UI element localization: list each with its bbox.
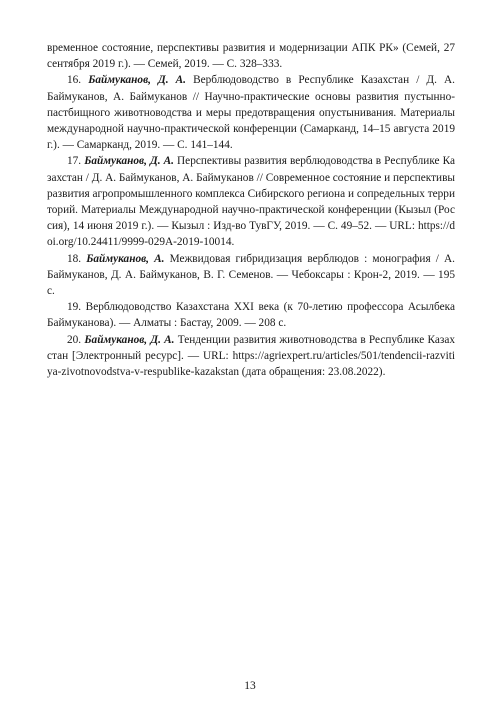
reference-list xyxy=(47,40,455,380)
page-number: 13 xyxy=(244,680,256,692)
reference-item-16 xyxy=(47,72,455,153)
reference-number: 17. xyxy=(67,155,82,168)
reference-author: Баймуканов, Д. А. xyxy=(84,155,174,168)
reference-continuation: временное состояние, перспективы развития и модернизации АПК РК» (Семей, 27 сентября 2019 г.). — Семей, 2019. — С. 328–333. xyxy=(47,42,455,71)
reference-text: Верблюдоводство Казахстана XXI века (к 70-летию профессора Асылбека Баймуканова). — Алматы : Бастау, 2009. — 208 с. xyxy=(47,301,455,330)
reference-author: Баймуканов, А. xyxy=(86,252,165,265)
reference-text: Верблюдоводство в Республике Казахстан / Д. А. Баймуканов, А. Баймуканов // Научно-практические основы развития пустынно-пастбищного животноводства и меры предотвращения опустынивания. Материалы международной научно-практической конференции (Самарканд, 14–15 августа 2019 г.). — Самарканд, 2019. — С. 141–144. xyxy=(47,74,455,152)
reference-item-18 xyxy=(47,251,455,300)
reference-text: Перспективы развития верблюдоводства в Республике Казахстан / Д. А. Баймуканов, А. Баймуканов // Современное состояние и перспективы развития агропромышленного комплекса Сибирского региона и сопредельных территорий. Материалы Международной научно-практической конференции (Кызыл (Россия), 14 июня 2019 г.). — Кызыл : Изд-во ТувГУ, 2019. — С. 49–52. — URL: https://doi.org/10.24411/9999-029A-2019-10014. xyxy=(47,155,455,249)
reference-number: 20. xyxy=(67,333,82,346)
reference-author: Баймуканов, Д. А. xyxy=(84,333,175,346)
reference-item-17 xyxy=(47,153,455,250)
reference-number: 16. xyxy=(67,74,82,87)
reference-author: Баймуканов, Д. А. xyxy=(88,74,187,87)
reference-item-20 xyxy=(47,332,455,381)
reference-item-19 xyxy=(47,299,455,331)
reference-text: Межвидовая гибридизация верблюдов : монография / А. Баймуканов, Д. А. Баймуканов, В. Г. Семенов. — Чебоксары : Крон-2, 2019. — 195 с. xyxy=(47,252,455,298)
reference-number: 19. xyxy=(67,301,82,314)
reference-number: 18. xyxy=(67,252,82,265)
reference-text: Тенденции развития животноводства в Республике Казахстан [Электронный ресурс]. — URL: https://agriexpert.ru/articles/501/tendencii-razvitiya-zivotnovodstva-v-respublike-kazakstan (дата обращения: 23.08.2022). xyxy=(47,333,456,379)
